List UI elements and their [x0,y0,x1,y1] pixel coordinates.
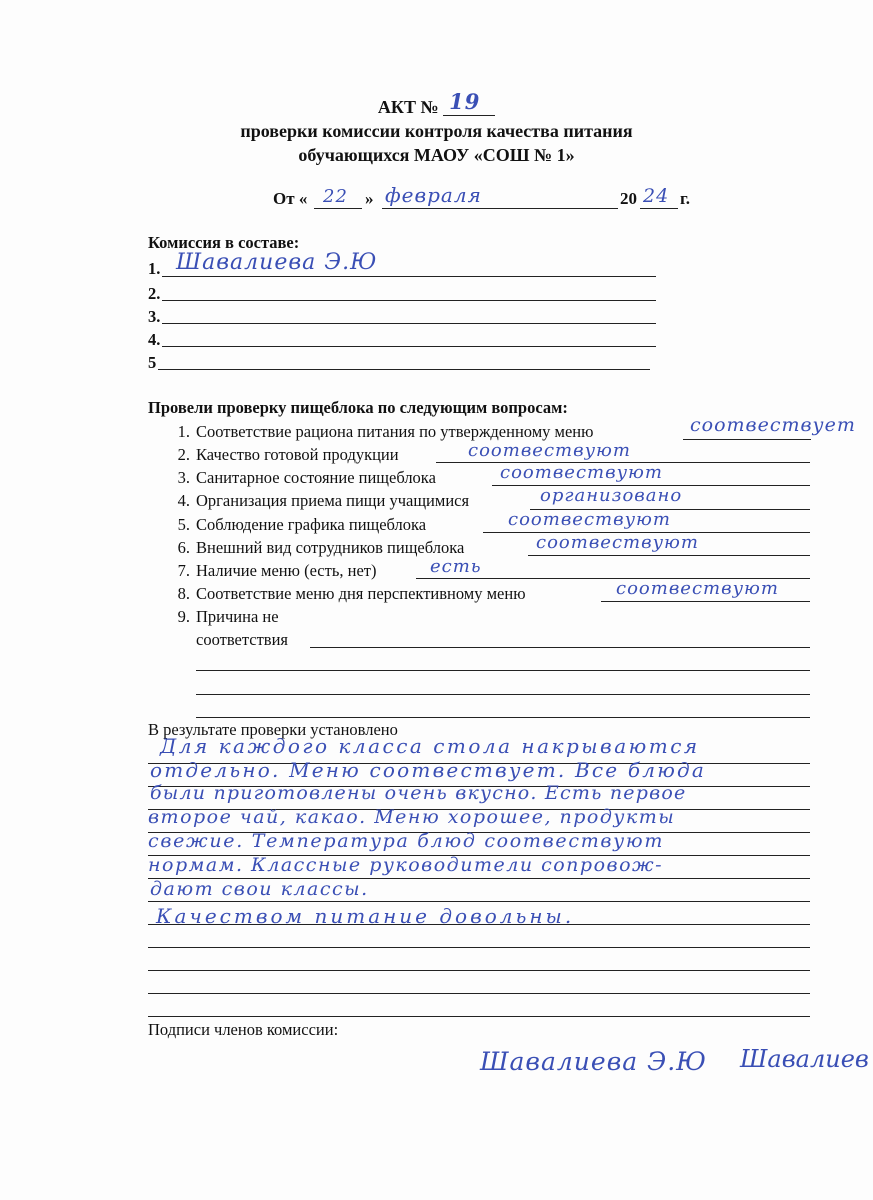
result-text-2: отдельно. Меню соотвествует. Все блюда [150,758,707,782]
reason-line-3 [196,694,810,695]
answer-line-1 [683,439,811,440]
item-num: 7. [177,561,190,580]
date-month: февраля [385,183,482,207]
result-text-7: дают свои классы. [150,878,369,900]
answer-3: соотвествуют [500,462,663,483]
answer-1: соотвествует [690,414,856,436]
inspection-heading: Провели проверку пищеблока по следующим вопросам: [148,398,568,417]
result-text-3: были приготовлены очень вкусно. Есть первое [150,782,687,804]
result-text-5: свежие. Температура блюд соотвествуют [148,830,665,852]
item-label: Соблюдение графика пищеблока [196,515,427,534]
member-num-5: 5 [148,353,157,372]
answer-6: соотвествуют [536,532,699,553]
item-num: 1. [177,422,190,441]
inspection-item-5 [168,515,426,535]
answer-2: соотвествуют [468,440,631,461]
item-num: 6. [177,538,190,557]
date-year-prefix: 20 [620,189,637,208]
date-day-line [314,208,362,209]
date-prefix: От « [273,189,308,208]
item-label: Соответствие меню дня перспективному меню [196,584,526,603]
item-num: 4. [177,491,190,510]
act-number: 19 [449,89,481,114]
item-num: 8. [177,584,190,603]
item-label: Причина не [196,607,279,626]
item-label: Санитарное состояние пищеблока [196,468,436,487]
inspection-item-6 [168,538,464,558]
inspection-item-3 [168,468,436,488]
item-label: Наличие меню (есть, нет) [196,561,377,580]
item-num: 3. [177,468,190,487]
act-title [0,89,873,118]
item-label: Качество готовой продукции [196,445,399,464]
answer-4: организовано [540,485,683,506]
reason-line-2 [196,670,810,671]
result-line-9 [148,947,810,948]
inspection-item-4 [168,491,469,511]
item-label: Организация приема пищи учащимися [196,491,470,510]
act-subtitle-1: проверки комиссии контроля качества питания [240,121,633,141]
answer-8: соотвествуют [616,578,779,599]
result-text-4: второе чай, какао. Меню хорошее, продукты [148,806,676,828]
item-num: 9. [177,607,190,626]
act-subtitle-2: обучающихся МАОУ «СОШ № 1» [298,145,575,165]
item-label: Соответствие рациона питания по утвержденному меню [196,422,594,441]
member-line-3 [162,323,656,324]
answer-line-6 [528,555,810,556]
date-year-line [640,208,678,209]
answer-line-8 [601,601,810,602]
act-number-field [443,89,495,116]
member-line-4 [162,346,656,347]
result-text-6: нормам. Классные руководители сопровож- [148,854,664,876]
member-name-1: Шавалиева Э.Ю [176,250,378,275]
signatures-heading: Подписи членов комиссии: [148,1020,339,1039]
inspection-item-9 [168,607,279,627]
item-num: 5. [177,515,190,534]
signature-name: Шавалиева Э.Ю [480,1047,708,1076]
member-num-4: 4. [148,330,161,349]
result-line-10 [148,970,810,971]
result-text-8: Качеством питание довольны. [156,904,575,928]
inspection-item-1 [168,422,593,442]
item-num: 2. [177,445,190,464]
member-num-2: 2. [148,284,161,303]
result-heading: В результате проверки установлено [148,720,398,739]
member-num-3: 3. [148,307,161,326]
result-line-11 [148,993,810,994]
date-day: 22 [323,186,348,207]
act-label: АКТ № [377,97,439,117]
answer-7: есть [430,556,482,577]
answer-line-9 [310,647,810,648]
result-line-12 [148,1016,810,1017]
commission-heading: Комиссия в составе: [148,233,300,252]
date-year-end: г. [680,189,691,208]
inspection-item-2 [168,445,399,465]
signature-scrawl: Шавалиев [740,1045,869,1073]
inspection-item-9-cont: соответствия [196,630,288,649]
reason-line-4 [196,717,810,718]
inspection-item-7 [168,561,376,581]
result-text-1: Для каждого класса стола накрываются [160,734,700,758]
member-line-1 [162,276,656,277]
member-line-2 [162,300,656,301]
member-num-1: 1. [148,259,161,278]
answer-5: соотвествуют [508,509,671,530]
date-year-suffix: 24 [643,185,670,207]
inspection-item-8 [168,584,526,604]
result-line-7 [148,901,810,902]
member-line-5 [158,369,650,370]
date-close-quote: » [365,189,374,208]
item-label: Внешний вид сотрудников пищеблока [196,538,465,557]
date-month-line [382,208,618,209]
